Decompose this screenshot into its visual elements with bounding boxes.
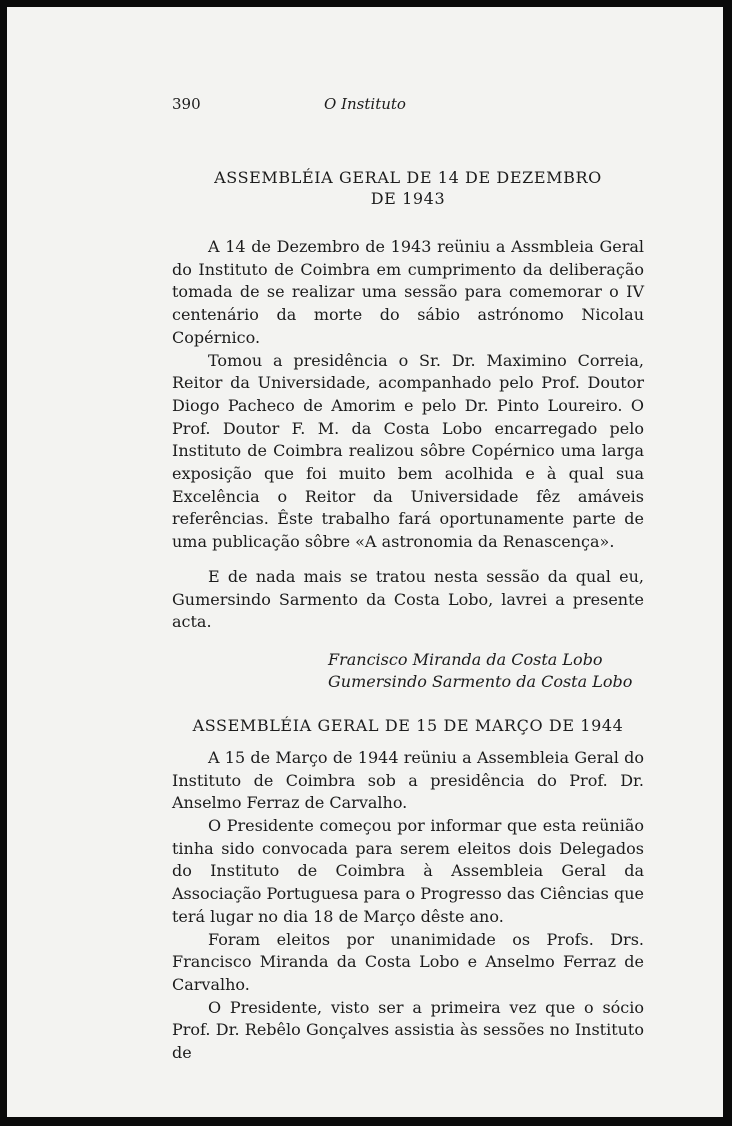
- running-title: O Instituto: [324, 95, 406, 113]
- book-page: [7, 7, 723, 1117]
- signature: Francisco Miranda da Costa Lobo: [328, 649, 603, 669]
- page-content: [172, 167, 644, 1065]
- page-number: 390: [172, 95, 201, 113]
- paragraph: Foram eleitos por unanimidade os Profs. Drs. Francisco Miranda da Costa Lobo e Anselmo Ferraz de Carvalho.: [172, 929, 644, 994]
- signatures: [328, 649, 644, 693]
- paragraph: A 14 de Dezembro de 1943 reüniu a Assmbleia Geral do Instituto de Coimbra em cumprimento da deliberação tomada de se realizar uma sessão para comemorar o IV centenário da morte do sábio astrónomo Nicolau Copérnico.: [172, 237, 644, 347]
- paragraph: O Presidente começou por informar que esta reünião tinha sido convocada para serem eleitos dois Delegados do Instituto de Coimbra à Assembleia Geral da Associação Portuguesa para o Progresso das Ciências que terá lugar no dia 18 de Março dêste ano.: [172, 816, 644, 926]
- paragraph: O Presidente, visto ser a primeira vez que o sócio Prof. Dr. Rebêlo Gonçalves assistia às sessões no Instituto de: [172, 997, 644, 1063]
- paragraph: Tomou a presidência o Sr. Dr. Maximino Correia, Reitor da Universidade, acompanhado pelo Prof. Doutor Diogo Pacheco de Amorim e pelo Dr. Pinto Loureiro. O Prof. Doutor F. M. da Costa Lobo encarregado pelo Instituto de Coimbra realizou sôbre Copérnico uma larga exposição que foi muito bem acolhida e à qual sua Excelência o Reitor da Universidade fêz amáveis referências. Êste trabalho fará oportunamente parte de uma publicação sôbre «A astronomia da Renascença».: [172, 350, 644, 552]
- paragraph: E de nada mais se tratou nesta sessão da qual eu, Gumersindo Sarmento da Costa Lobo, lavrei a presente acta.: [172, 566, 644, 632]
- paragraph-gap: [172, 554, 644, 566]
- section-heading-line: ASSEMBLÉIA GERAL DE 14 DE DEZEMBRO: [214, 168, 602, 187]
- paragraph: A 15 de Março de 1944 reüniu a Assembleia Geral do Instituto de Coimbra sob a presidência do Prof. Dr. Anselmo Ferraz de Carvalho.: [172, 747, 644, 813]
- section-heading-march: ASSEMBLÉIA GERAL DE 15 DE MARÇO DE 1944: [192, 715, 624, 735]
- signature: Gumersindo Sarmento da Costa Lobo: [328, 671, 633, 691]
- page-header: [7, 95, 723, 119]
- section-heading-december: [172, 167, 644, 209]
- section-heading-line: DE 1943: [370, 189, 446, 208]
